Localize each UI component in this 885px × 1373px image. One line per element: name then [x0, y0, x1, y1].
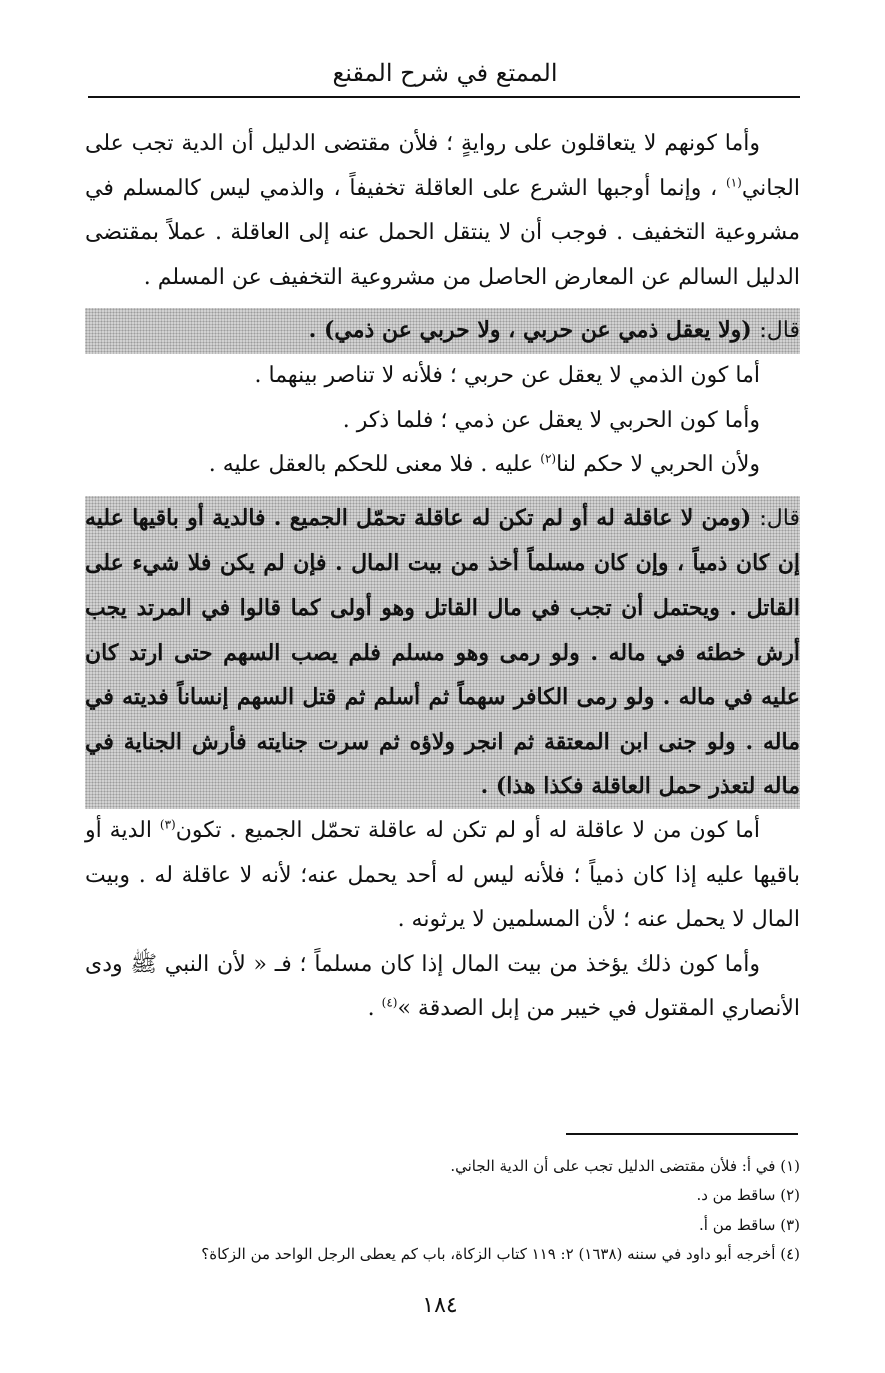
matn-block-1	[85, 308, 800, 354]
spacer	[85, 488, 800, 496]
commentary-text: .	[367, 996, 375, 1022]
footnote-ref-2[interactable]: (٢)	[540, 451, 557, 466]
footnote-ref-4[interactable]: (٤)	[381, 995, 398, 1010]
matn-block-2	[85, 496, 800, 809]
footnote-separator	[566, 1133, 798, 1135]
footnote-4: (٤) أخرجه أبو داود في سننه (١٦٣٨) ٢: ١١٩ كتاب الزكاة، باب كم يعطى الرجل الواحد من الزكاة؟	[201, 1245, 800, 1264]
footnote-1: (١) في أ: فلأن مقتضى الدليل تجب على أن الدية الجاني.	[450, 1157, 800, 1175]
header-rule	[88, 96, 800, 98]
matn-text: (ولا يعقل ذمي عن حربي ، ولا حربي عن ذمي) .	[308, 317, 752, 344]
commentary-line	[85, 443, 800, 488]
matn-text: (ومن لا عاقلة له أو لم تكن له عاقلة تحمّل الجميع . فالدية أو باقيها عليه إن كان ذمياً ، وإن كان مسلماً أخذ من بيت المال . فإن لم يكن فلا شيء على القاتل . ويحتمل أن تجب في مال القاتل وهو أولى كما قالوا في المرتد يجب أرش خطئه في ماله . ولو رمى وهو مسلم فلم يصب السهم حتى ارتد كان عليه في ماله . ولو رمى الكافر سهماً ثم أسلم ثم قتل السهم إنساناً فديته في ماله . ولو جنى ابن المعتقة ثم انجر ولاؤه ثم سرت جنايته فأرش الجناية في ماله لتعذر حمل العاقلة فكذا هذا) .	[85, 504, 800, 800]
commentary-text: وأما كونهم لا يتعاقلون على روايةٍ ؛ فلأن مقتضى الدليل أن الدية تجب على الجاني	[85, 131, 800, 201]
commentary-text: عليه . فلا معنى للحكم بالعقل عليه .	[208, 452, 534, 478]
commentary-text: أما كون من لا عاقلة له أو لم تكن له عاقلة تحمّل الجميع . تكون	[175, 817, 760, 843]
commentary-text: ، وإنما أوجبها الشرع على العاقلة تخفيفاً ، والذمي ليس كالمسلم في مشروعية التخفيف . فوجب أن لا ينتقل الحمل عنه إلى العاقلة . عملاً بمقتضى الدليل السالم عن المعارض الحاصل من مشروعية التخفيف عن المسلم .	[85, 175, 801, 290]
page-number: ١٨٤	[422, 1293, 458, 1318]
qala-label: قال:	[759, 318, 800, 344]
commentary-paragraph-1	[85, 122, 800, 300]
commentary-line: وأما كون الحربي لا يعقل عن ذمي ؛ فلما ذكر .	[342, 407, 760, 433]
commentary-text: الدية أو باقيها عليه إذا كان ذمياً ؛ فلأنه ليس له أحد يحمل عنه؛ لأنه لا عاقلة له . وبيت المال لا يحمل عنه ؛ لأن المسلمين لا يرثونه .	[85, 817, 800, 933]
main-text	[85, 122, 800, 1032]
footnote-ref-1[interactable]: (١)	[725, 175, 742, 190]
commentary-paragraph-3	[85, 943, 800, 1032]
commentary-text: ولأن الحربي لا حكم لنا	[556, 452, 760, 478]
footnotes	[88, 1152, 800, 1270]
commentary-text: وأما كون ذلك يؤخذ من بيت المال إذا كان مسلماً ؛ فـ « لأن النبي ﷺ ودى الأنصاري المقتول في خيبر من إبل الصدقة »	[85, 951, 800, 1022]
spacer	[85, 300, 800, 308]
running-head-title: الممتع في شرح المقنع	[332, 59, 558, 87]
commentary-paragraph-2	[85, 809, 800, 943]
commentary-line: أما كون الذمي لا يعقل عن حربي ؛ فلأنه لا تناصر بينهما .	[254, 362, 760, 388]
footnote-2: (٢) ساقط من د.	[696, 1186, 800, 1205]
footnote-ref-3[interactable]: (٣)	[159, 817, 176, 832]
qala-label: قال:	[759, 505, 800, 531]
footnote-3: (٣) ساقط من أ.	[698, 1215, 800, 1234]
